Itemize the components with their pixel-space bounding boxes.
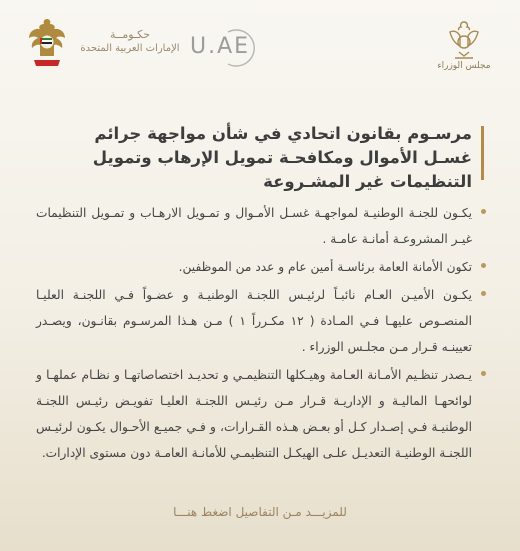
bullet-icon [481, 209, 486, 214]
list-item [36, 254, 486, 280]
bullet-icon [481, 263, 486, 268]
uae-label: الإمارات العربية المتحدة [80, 43, 180, 54]
bullet-icon [481, 371, 486, 376]
list-item-text: يكـون الأميـن العـام نائبـاً لرئيـس اللجنـة الوطنيـة و عضـواً فـي اللجنـة العليـا المنصـوص عليهـا فـي المـادة ( ١٢ مكـرراً ١ ) مـن هـذا المرسـوم بقانـون، ويصـدر تعيينـه قـرار مـن مجلـس الوزراء . [36, 288, 472, 354]
uae-logo-text: U.AE [190, 34, 251, 59]
cabinet-label: مجلس الوزراء [437, 61, 491, 71]
header [0, 14, 520, 76]
decree-points-list [36, 200, 486, 468]
list-item [36, 362, 486, 466]
uae-portal-logo[interactable] [186, 26, 260, 66]
list-item-text: يـصدر تنظـيم الأمـانة العـامة وهيـكلها التنظيمـي و تحديـد اختصاصاتهـا و نظـام عملهـا و لوائحهـا الماليـة و الإداريـة قـرار مـن رئيـس اللجنـة العليـا تفويـض رئيـس اللجنـة الوطنيـة فـي إصـدار كـل أو بعـض هـذه القـرارات، و فـي جميـع الأحـوال يكـون لرئيـس اللجنـة الوطنيـة التعديـل علـى الهيكـل التنظيمـي للأمانـة العامـة دون مستوى الإدارات. [36, 368, 472, 460]
government-label: حكـومــة [109, 28, 150, 41]
bullet-icon [481, 291, 486, 296]
title-block [48, 122, 482, 191]
title-accent-bar [481, 126, 484, 180]
page-title: مرسـوم بقانون اتحادي في شأن مواجهة جرائم غسـل الأموال ومكافحـة تمويل الإرهاب وتمويل التنظيمات غير المشـروعة [92, 124, 472, 191]
uae-government-emblem [26, 16, 68, 74]
list-item [36, 282, 486, 360]
cabinet-emblem [436, 18, 492, 71]
uae-government-text [80, 28, 180, 54]
more-details-link[interactable]: للمزيـــد مـن التفاصيل اضغط هنـــا [173, 505, 347, 519]
eagle-emblem-icon [26, 16, 68, 70]
list-item-text: تكون الأمانة العامة برئاسـة أمين عام و عدد من الموظفين. [178, 260, 472, 274]
list-item [36, 200, 486, 252]
list-item-text: يكـون للجنـة الوطنيـة لمواجهـة غسـل الأمـوال و تمـويل الارهـاب و تمـويل التنظيمات غيـر المشروعـة أمانـة عامـة . [36, 206, 472, 246]
falcon-emblem-icon [444, 18, 484, 60]
circle-arc-icon [216, 26, 260, 70]
